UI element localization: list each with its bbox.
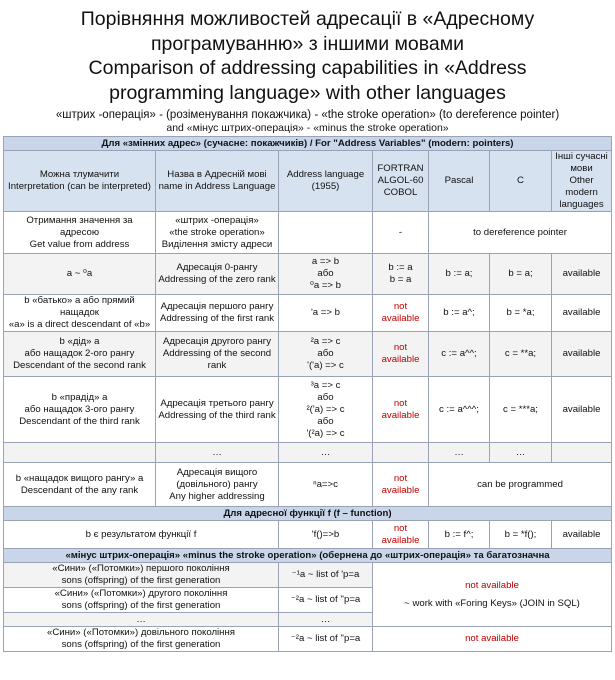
- cell-merged: to dereference pointer: [429, 212, 612, 254]
- table-row: [4, 332, 612, 377]
- cell-fortran: b := a b = a: [373, 254, 429, 295]
- header-addr: Address language (1955): [279, 151, 373, 212]
- cell-interp: b «батько» a або прямий нащадок «a» is a direct descendant of «b»: [4, 295, 156, 332]
- cell-merged: can be programmed: [429, 463, 612, 507]
- title-line-1: Порівняння можливостей адресації в «Адресному: [80, 8, 535, 30]
- cell-fortran: [373, 443, 429, 463]
- cell-other: [552, 443, 612, 463]
- cell-c: …: [490, 443, 552, 463]
- cell-pascal: b := f^;: [429, 521, 490, 549]
- cell-fortran: -: [373, 212, 429, 254]
- section-row-func: [4, 507, 612, 521]
- cell-other: available: [552, 332, 612, 377]
- title-line-2: програмуванню» з іншими мовами: [150, 32, 465, 55]
- table-row: [4, 212, 612, 254]
- cell-addr: ³a => c або ²('a) => c або '(²a) => c: [279, 377, 373, 443]
- not-available-label: not available: [465, 579, 519, 591]
- cell-name: «штрих -операція» «the stroke operation» Виділення змісту адреси: [156, 212, 279, 254]
- cell-addr: ⁿa=>c: [279, 463, 373, 507]
- cell-c: c = **a;: [490, 332, 552, 377]
- section-row-minus: [4, 549, 612, 563]
- cell-fortran: not available: [373, 332, 429, 377]
- table-row: [4, 627, 612, 652]
- cell-name: Адресація другого рангу Addressing of the second rank: [156, 332, 279, 377]
- cell-addr: ⁻²a ~ list of ''p=a: [279, 588, 373, 613]
- cell-c: b = *f();: [490, 521, 552, 549]
- table-row: [4, 377, 612, 443]
- cell-addr: …: [279, 443, 373, 463]
- section-title-vars: Для «змінних адрес» (сучасне: покажчиків) / For "Address Variables" (modern: pointers): [4, 137, 612, 151]
- header-row: [4, 151, 612, 212]
- cell-pascal: c := a^^;: [429, 332, 490, 377]
- table-row: [4, 521, 612, 549]
- table-row: [4, 563, 612, 588]
- cell-pascal: …: [429, 443, 490, 463]
- cell-name: Адресація третього рангу Addressing of the third rank: [156, 377, 279, 443]
- cell-fortran: not available: [373, 521, 429, 549]
- table-row: [4, 463, 612, 507]
- cell-interp: b «дід» a або нащадок 2-ого рангу Descendant of the second rank: [4, 332, 156, 377]
- header-interp: Можна тлумачити Interpretation (can be interpreted): [4, 151, 156, 212]
- cell-c: b = *a;: [490, 295, 552, 332]
- cell-name: …: [156, 443, 279, 463]
- cell-pascal: c := a^^^;: [429, 377, 490, 443]
- subtitle-line-1: «штрих -операція» - (розіменування покажчика) - «the stroke operation» (to dereference pointer): [55, 109, 560, 121]
- cell-interp: …: [4, 613, 279, 627]
- cell-addr: [279, 212, 373, 254]
- cell-addr: 'a => b: [279, 295, 373, 332]
- table-row: [4, 295, 612, 332]
- cell-pascal: b := a;: [429, 254, 490, 295]
- header-fortran: FORTRAN ALGOL-60 COBOL: [373, 151, 429, 212]
- cell-other: available: [552, 521, 612, 549]
- cell-name: Адресація першого рангу Addressing of the first rank: [156, 295, 279, 332]
- cell-minus-merged: [373, 563, 612, 627]
- cell-interp: b «прадід» a або нащадок 3-ого рангу Descendant of the third rank: [4, 377, 156, 443]
- subtitle-line-2: and «мінус штрих-операція» - «minus the stroke operation»: [166, 122, 449, 134]
- cell-other: available: [552, 377, 612, 443]
- header-name: Назва в Адресній мові name in Address Language: [156, 151, 279, 212]
- cell-name: Адресація 0-рангу Addressing of the zero rank: [156, 254, 279, 295]
- table-row: [4, 254, 612, 295]
- cell-fortran: not available: [373, 463, 429, 507]
- section-title-minus: «мінус штрих-операція» «minus the stroke operation» (обернена до «штрих-операція» та багатозначна: [4, 549, 612, 563]
- cell-interp: [4, 443, 156, 463]
- cell-interp: «Сини» («Потомки») довільного покоління sons (offspring) of the first generation: [4, 627, 279, 652]
- header-c: C: [490, 151, 552, 212]
- cell-addr: a => b або ⁰a => b: [279, 254, 373, 295]
- title-line-4: programming language» with other languages: [109, 81, 506, 104]
- cell-addr: ²a => c або '('a) => c: [279, 332, 373, 377]
- cell-not-available: not available: [373, 627, 612, 652]
- cell-interp: «Сини» («Потомки») першого покоління sons (offspring) of the first generation: [4, 563, 279, 588]
- cell-fortran: not available: [373, 377, 429, 443]
- cell-fortran: not available: [373, 295, 429, 332]
- title-line-3: Comparison of addressing capabilities in «Address: [88, 57, 527, 79]
- cell-interp: «Сини» («Потомки») другого покоління sons (offspring) of the first generation: [4, 588, 279, 613]
- cell-c: b = a;: [490, 254, 552, 295]
- cell-interp: Отримання значення за адресою Get value from address: [4, 212, 156, 254]
- cell-interp: a ~ ⁰a: [4, 254, 156, 295]
- cell-c: c = ***a;: [490, 377, 552, 443]
- cell-other: available: [552, 295, 612, 332]
- comparison-table: [3, 136, 612, 652]
- cell-addr: ⁻²a ~ list of ''p=a: [279, 627, 373, 652]
- header-other: Інші сучасні мови Other modern languages: [552, 151, 612, 212]
- cell-addr: 'f()=>b: [279, 521, 373, 549]
- cell-addr: …: [279, 613, 373, 627]
- document-title: [0, 0, 615, 105]
- cell-other: available: [552, 254, 612, 295]
- table-row: [4, 443, 612, 463]
- section-title-func: Для адресної функції f (f – function): [4, 507, 612, 521]
- section-row-vars: [4, 137, 612, 151]
- cell-name: Адресація вищого (довільного) рангу Any higher addressing: [156, 463, 279, 507]
- cell-interp: b «нащадок вищого рангу» a Descendant of the any rank: [4, 463, 156, 507]
- cell-pascal: b := a^;: [429, 295, 490, 332]
- foreign-keys-note: ~ work with «Foring Keys» (JOIN in SQL): [404, 597, 580, 609]
- header-pascal: Pascal: [429, 151, 490, 212]
- cell-addr: ⁻¹a ~ list of 'p=a: [279, 563, 373, 588]
- cell-interp: b є результатом функції f: [4, 521, 279, 549]
